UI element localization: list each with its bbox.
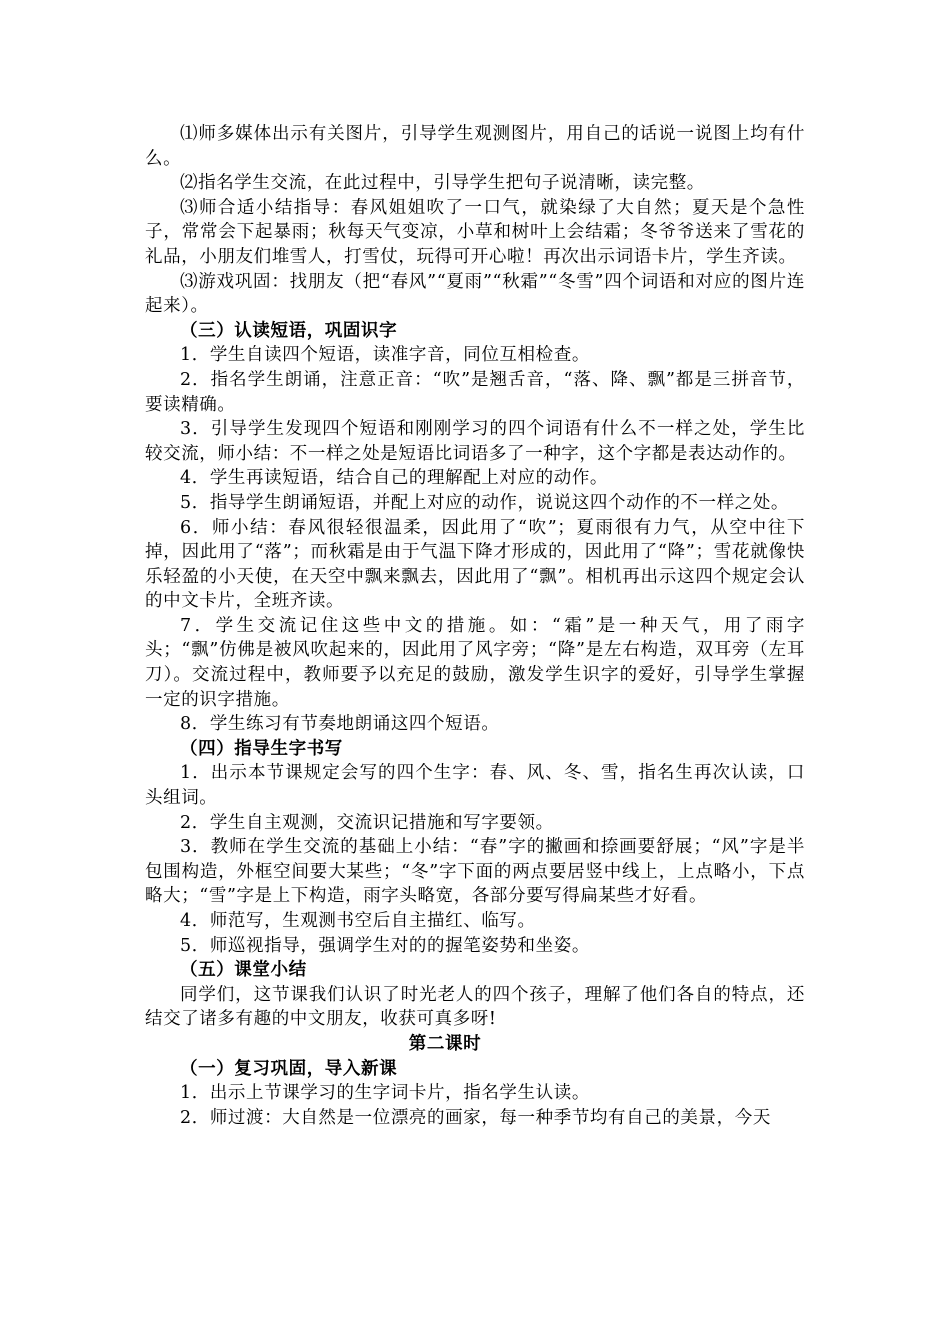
paragraph: 5．师巡视指导，强调学生对的的握笔姿势和坐姿。 xyxy=(180,935,590,956)
paragraph: 3．引导学生发现四个短语和刚刚学习的四个词语有什么不一样之处，学生比较交流，师小结：不一样之处是短语比词语多了一种字，这个字都是表达动作的。 xyxy=(145,419,805,464)
section-heading: （四）指导生字书写 xyxy=(180,738,343,759)
paragraph: 2．学生自主观测，交流识记措施和写字要领。 xyxy=(180,812,554,833)
paragraph: 5．指导学生朗诵短语，并配上对应的动作，说说这四个动作的不一样之处。 xyxy=(180,492,790,513)
section-heading: （一）复习巩固，导入新课 xyxy=(180,1058,398,1079)
paragraph: ⑴师多媒体出示有关图片，引导学生观测图片，用自己的话说一说图上均有什么。 xyxy=(145,124,805,169)
paragraph: 2．指名学生朗诵，注意正音：“吹”是翘舌音，“落、降、飘”都是三拼音节，要读精确。 xyxy=(145,369,805,415)
paragraph: 1．出示上节课学习的生字词卡片，指名学生认读。 xyxy=(180,1083,590,1104)
paragraph: 6．师小结：春风很轻很温柔，因此用了“吹”；夏雨很有力气，从空中往下掉，因此用了“落”；而秋霜是由于气温下降才形成的，因此用了“降”；雪花就像快乐轻盈的小天使，在天空中飘来飘去，因此用了“飘”。相机再出示这四个规定会认的中文卡片，全班齐读。 xyxy=(145,517,805,612)
paragraph: 7．学生交流记住这些中文的措施。如：“霜”是一种天气，用了雨字头；“飘”仿佛是被风吹起来的，因此用了风字旁；“降”是左右构造，双耳旁（左耳刀）。交流过程中，教师要予以充足的鼓励，激发学生识字的爱好，引导学生掌握一定的识字措施。 xyxy=(145,615,805,710)
paragraph: ⑵指名学生交流，在此过程中，引导学生把句子说清晰，读完整。 xyxy=(180,173,705,194)
lesson-heading: 第二课时 xyxy=(408,1033,482,1054)
paragraph: 4．师范写，生观测书空后自主描红、临写。 xyxy=(180,911,536,931)
paragraph: 8．学生练习有节奏地朗诵这四个短语。 xyxy=(180,714,500,735)
paragraph: 3．教师在学生交流的基础上小结：“春”字的撇画和捺画要舒展；“风”字是半包围构造，外框空间要大某些；“冬”字下面的两点要居竖中线上，上点略小，下点略大；“雪”字是上下构造，雨字头略宽，各部分要写得扁某些才好看。 xyxy=(145,837,805,907)
section-heading: （三）认读短语，巩固识字 xyxy=(180,320,398,341)
paragraph: 4．学生再读短语，结合自己的理解配上对应的动作。 xyxy=(180,468,609,489)
document-page xyxy=(145,122,805,1130)
paragraph: ⑶师合适小结指导：春风姐姐吹了一口气，就染绿了大自然；夏天是个急性子，常常会下起暴雨；秋每天气变凉，小草和树叶上会结霜；冬爷爷送来了雪花的礼品，小朋友们堆雪人，打雪仗，玩得可开心啦！再次出示词语卡片，学生齐读。 xyxy=(145,197,805,267)
paragraph: 同学们，这节课我们认识了时光老人的四个孩子，理解了他们各自的特点，还结交了诸多有趣的中文朋友，收获可真多呀! xyxy=(145,984,805,1030)
paragraph: ⑶游戏巩固：找朋友（把“春风”“夏雨”“秋霜”“冬雪”四个词语和对应的图片连起来）。 xyxy=(145,271,805,317)
paragraph: 1．出示本节课规定会写的四个生字：春、风、冬、雪，指名生再次认读，口头组词。 xyxy=(145,763,805,809)
paragraph: 1．学生自读四个短语，读准字音，同位互相检查。 xyxy=(180,345,590,366)
paragraph: 2．师过渡：大自然是一位漂亮的画家，每一种季节均有自己的美景，今天 xyxy=(180,1107,771,1128)
section-heading: （五）课堂小结 xyxy=(180,960,307,981)
